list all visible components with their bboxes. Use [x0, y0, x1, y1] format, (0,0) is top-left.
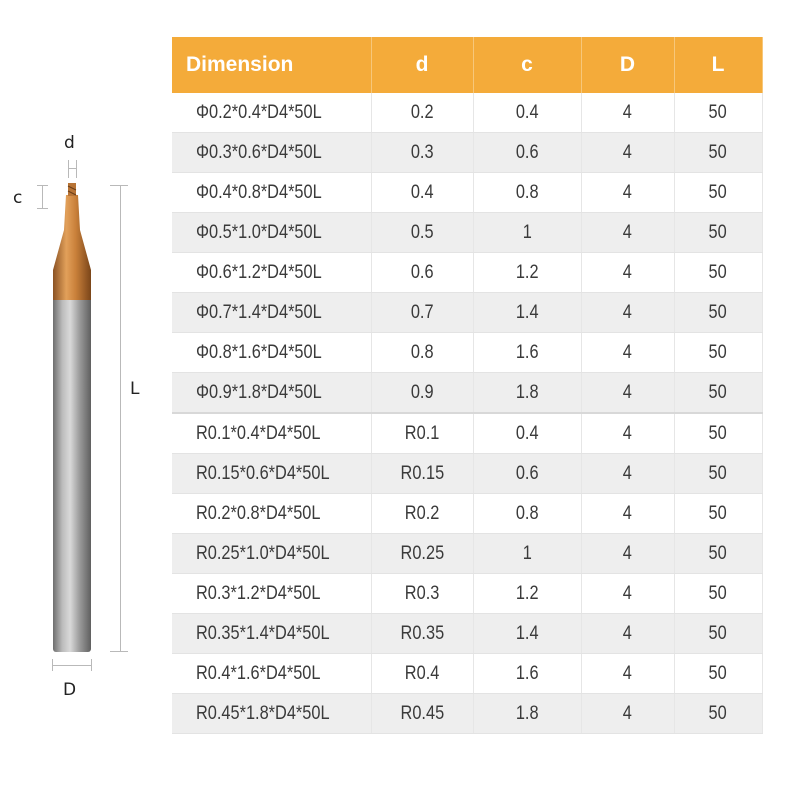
cell-text: 0.9: [410, 381, 434, 403]
cell-L: [674, 494, 762, 534]
cell-D: [581, 173, 674, 213]
cell-text: Φ0.3*0.6*D4*50L: [196, 141, 322, 163]
cell-d: [371, 574, 473, 614]
cell-text: 1.6: [515, 662, 539, 684]
label-D: D: [63, 680, 77, 700]
cell-text: 4: [622, 422, 633, 444]
cell-dimension: [172, 534, 371, 574]
cell-text: 0.6: [515, 141, 539, 163]
header-D: D: [581, 37, 674, 93]
cell-D: [581, 213, 674, 253]
cell-text: 4: [622, 221, 633, 243]
table-row: [172, 654, 762, 694]
table-row: [172, 373, 762, 414]
cell-text: R0.2: [404, 502, 440, 524]
cell-d: [371, 253, 473, 293]
cell-text: Φ0.7*1.4*D4*50L: [196, 301, 322, 323]
cell-text: R0.4*1.6*D4*50L: [196, 662, 321, 684]
cell-text: 4: [622, 622, 633, 644]
cell-D: [581, 534, 674, 574]
cell-text: 50: [708, 542, 728, 564]
cell-text: R0.45*1.8*D4*50L: [196, 702, 330, 724]
cell-text: 0.4: [515, 101, 539, 123]
cell-L: [674, 253, 762, 293]
cell-D: [581, 93, 674, 133]
table-row: [172, 413, 762, 454]
cell-D: [581, 253, 674, 293]
cell-text: 1.4: [515, 622, 539, 644]
cell-text: R0.2*0.8*D4*50L: [196, 502, 321, 524]
cell-d: [371, 133, 473, 173]
cell-text: R0.35: [400, 622, 444, 644]
cell-text: R0.3: [404, 582, 440, 604]
cell-c: [473, 373, 581, 414]
cell-text: 50: [708, 261, 728, 283]
cell-text: 50: [708, 301, 728, 323]
cell-c: [473, 574, 581, 614]
cell-c: [473, 413, 581, 454]
cell-c: [473, 534, 581, 574]
cell-text: 0.5: [410, 221, 434, 243]
cell-text: 50: [708, 181, 728, 203]
cell-text: 50: [708, 622, 728, 644]
cell-dimension: [172, 494, 371, 534]
cell-text: 1.8: [515, 702, 539, 724]
cell-L: [674, 293, 762, 333]
cell-dimension: [172, 454, 371, 494]
table-row: [172, 213, 762, 253]
cell-D: [581, 133, 674, 173]
label-d: d: [64, 133, 75, 153]
cell-text: Φ0.4*0.8*D4*50L: [196, 181, 322, 203]
table-row: [172, 694, 762, 734]
cell-D: [581, 333, 674, 373]
cell-D: [581, 454, 674, 494]
cell-text: R0.15: [400, 462, 444, 484]
cell-text: 1.2: [515, 582, 539, 604]
cell-text: 4: [622, 582, 633, 604]
cell-text: 0.6: [410, 261, 434, 283]
cell-text: 4: [622, 542, 633, 564]
cell-dimension: [172, 93, 371, 133]
cell-L: [674, 133, 762, 173]
cell-text: Φ0.2*0.4*D4*50L: [196, 101, 322, 123]
cell-dimension: [172, 173, 371, 213]
cell-D: [581, 373, 674, 414]
end-mill-diagram: [0, 0, 170, 800]
cell-text: 0.3: [410, 141, 434, 163]
cell-D: [581, 494, 674, 534]
cell-dimension: [172, 213, 371, 253]
cell-D: [581, 614, 674, 654]
cell-d: [371, 93, 473, 133]
cell-text: 1.2: [515, 261, 539, 283]
table-row: [172, 333, 762, 373]
cell-L: [674, 413, 762, 454]
cell-text: 50: [708, 422, 728, 444]
cell-text: 50: [708, 221, 728, 243]
table-row: [172, 574, 762, 614]
cell-c: [473, 93, 581, 133]
cell-dimension: [172, 574, 371, 614]
cell-text: R0.35*1.4*D4*50L: [196, 622, 330, 644]
cell-c: [473, 253, 581, 293]
cell-text: 0.8: [515, 502, 539, 524]
cell-d: [371, 494, 473, 534]
cell-text: 0.2: [410, 101, 434, 123]
cell-text: Φ0.6*1.2*D4*50L: [196, 261, 322, 283]
cell-d: [371, 213, 473, 253]
table-row: [172, 494, 762, 534]
cell-L: [674, 93, 762, 133]
cell-text: 50: [708, 502, 728, 524]
cell-d: [371, 373, 473, 414]
spec-table: [172, 37, 762, 734]
header-dimension: Dimension: [172, 37, 371, 93]
cell-L: [674, 574, 762, 614]
cell-d: [371, 333, 473, 373]
cell-L: [674, 373, 762, 414]
cell-c: [473, 694, 581, 734]
cell-D: [581, 654, 674, 694]
cell-L: [674, 333, 762, 373]
end-mill-icon: [0, 0, 170, 800]
cell-dimension: [172, 253, 371, 293]
cell-text: 0.8: [515, 181, 539, 203]
cell-c: [473, 494, 581, 534]
cell-c: [473, 293, 581, 333]
header-c: c: [473, 37, 581, 93]
cell-dimension: [172, 614, 371, 654]
table-row: [172, 253, 762, 293]
table-row: [172, 614, 762, 654]
cell-d: [371, 293, 473, 333]
cell-text: 1.6: [515, 341, 539, 363]
cell-text: 50: [708, 462, 728, 484]
cell-dimension: [172, 413, 371, 454]
cell-c: [473, 333, 581, 373]
cell-L: [674, 173, 762, 213]
cell-d: [371, 694, 473, 734]
cell-text: 4: [622, 381, 633, 403]
cell-D: [581, 413, 674, 454]
cell-c: [473, 133, 581, 173]
table-row: [172, 93, 762, 133]
cell-text: 1.8: [515, 381, 539, 403]
cell-dimension: [172, 373, 371, 414]
cell-text: R0.1: [404, 422, 440, 444]
cell-d: [371, 534, 473, 574]
cell-text: 50: [708, 101, 728, 123]
cell-D: [581, 694, 674, 734]
cell-text: 4: [622, 181, 633, 203]
cell-text: 50: [708, 662, 728, 684]
table-row: [172, 293, 762, 333]
cell-L: [674, 654, 762, 694]
cell-text: Φ0.5*1.0*D4*50L: [196, 221, 322, 243]
cell-text: 50: [708, 141, 728, 163]
cell-c: [473, 614, 581, 654]
cell-L: [674, 213, 762, 253]
cell-L: [674, 614, 762, 654]
header-d: d: [371, 37, 473, 93]
cell-text: 1: [522, 221, 532, 243]
cell-dimension: [172, 694, 371, 734]
cell-d: [371, 413, 473, 454]
cell-text: 4: [622, 462, 633, 484]
cell-L: [674, 454, 762, 494]
cell-text: 50: [708, 381, 728, 403]
cell-text: 4: [622, 341, 633, 363]
label-L: L: [130, 379, 140, 399]
cell-c: [473, 454, 581, 494]
cell-text: R0.25*1.0*D4*50L: [196, 542, 330, 564]
cell-L: [674, 694, 762, 734]
cell-c: [473, 654, 581, 694]
cell-d: [371, 173, 473, 213]
cell-dimension: [172, 133, 371, 173]
cell-text: 0.4: [515, 422, 539, 444]
cell-text: 50: [708, 582, 728, 604]
cell-text: 4: [622, 301, 633, 323]
cell-D: [581, 574, 674, 614]
cell-text: 4: [622, 101, 633, 123]
cell-c: [473, 213, 581, 253]
header-L: L: [674, 37, 762, 93]
cell-text: 0.6: [515, 462, 539, 484]
cell-text: R0.45: [400, 702, 444, 724]
cell-text: 4: [622, 141, 633, 163]
cell-text: 1.4: [515, 301, 539, 323]
cell-text: Φ0.9*1.8*D4*50L: [196, 381, 322, 403]
cell-text: 0.4: [410, 181, 434, 203]
cell-text: 4: [622, 502, 633, 524]
cell-text: R0.1*0.4*D4*50L: [196, 422, 321, 444]
cell-text: Φ0.8*1.6*D4*50L: [196, 341, 322, 363]
table-header-row: [172, 37, 762, 93]
cell-d: [371, 614, 473, 654]
cell-text: 4: [622, 662, 633, 684]
table-row: [172, 173, 762, 213]
cell-text: 1: [522, 542, 532, 564]
cell-text: 4: [622, 702, 633, 724]
cell-text: R0.4: [404, 662, 440, 684]
cell-dimension: [172, 654, 371, 694]
cell-D: [581, 293, 674, 333]
cell-text: 50: [708, 341, 728, 363]
table-row: [172, 454, 762, 494]
cell-d: [371, 654, 473, 694]
cell-c: [473, 173, 581, 213]
table-row: [172, 133, 762, 173]
label-c: c: [13, 188, 23, 208]
cell-L: [674, 534, 762, 574]
cell-text: 0.7: [410, 301, 434, 323]
cell-text: 0.8: [410, 341, 434, 363]
cell-text: R0.15*0.6*D4*50L: [196, 462, 330, 484]
cell-text: R0.25: [400, 542, 444, 564]
cell-dimension: [172, 293, 371, 333]
cell-dimension: [172, 333, 371, 373]
cell-text: R0.3*1.2*D4*50L: [196, 582, 321, 604]
cell-d: [371, 454, 473, 494]
cell-text: 4: [622, 261, 633, 283]
cell-text: 50: [708, 702, 728, 724]
table-row: [172, 534, 762, 574]
